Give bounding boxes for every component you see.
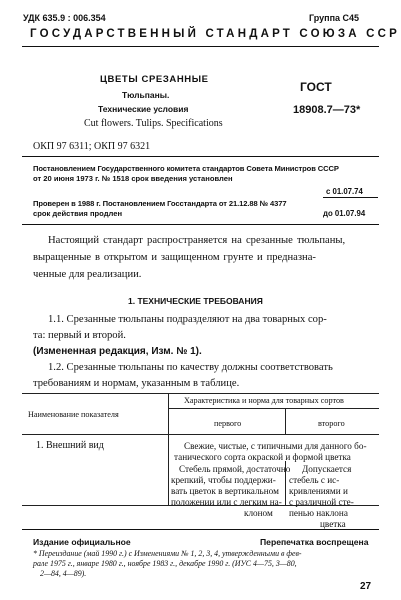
footnote-line-2: рале 1975 г., январе 1980 г., ноябре 1983 г., декабре 1990 г. (ИУС 4—75, 3—80,: [33, 559, 297, 568]
clause-1-1-line-2: та: первый и второй.: [33, 330, 126, 341]
clause-1-2-line-2: требованиям и нормам, указанным в таблице.: [33, 378, 240, 389]
row-appearance-merged-line-1: Свежие, чистые, с типичными для данного бо-: [184, 441, 367, 451]
gost-label: ГОСТ: [300, 80, 332, 94]
state-standard-heading: ГОСУДАРСТВЕННЫЙ СТАНДАРТ СОЮЗА ССР: [30, 28, 401, 40]
intro-line-3: ченные для реализации.: [33, 269, 142, 280]
row-stem-first-line-5: клоном: [244, 508, 273, 518]
page-number: 27: [360, 581, 372, 592]
decree-line-4: срок действия продлен: [33, 209, 123, 218]
row-stem-second-line-1: Допускается: [302, 464, 352, 474]
udk-code: УДК 635.9 : 006.354: [23, 13, 106, 23]
row-appearance-name: 1. Внешний вид: [36, 440, 104, 451]
table-header-second-grade: второго: [318, 419, 345, 428]
gost-number: 18908.7—73*: [293, 104, 361, 116]
row-stem-first-line-4: положении или с легким на-: [171, 497, 282, 507]
decree-line-2: от 20 июня 1973 г. № 1518 срок введения установлен: [33, 174, 233, 183]
row-stem-second-line-4: с различной сте-: [289, 497, 354, 507]
decree-line-3: Проверен в 1988 г. Постановлением Госстандарта от 21.12.88 № 4377: [33, 199, 287, 208]
intro-line-1: Настоящий стандарт распространяется на срезанные тюльпаны,: [48, 235, 346, 246]
row-stem-first-line-1: Стебель прямой, достаточно: [179, 464, 291, 474]
clause-1-2-line-1: 1.2. Срезанные тюльпаны по качеству должны соответствовать: [48, 362, 333, 373]
from-date-underline: [323, 197, 378, 198]
footer-divider: [22, 529, 379, 530]
group-code: Группа С45: [309, 13, 360, 23]
row-appearance-merged-line-2: танического сорта окраской и формой цветка: [174, 452, 351, 462]
row-stem-second-line-2: стебель с ис-: [289, 475, 340, 485]
table-header-indicator: Наименование показателя: [28, 410, 119, 419]
reprint-prohibited: Перепечатка воспрещена: [260, 537, 369, 547]
intro-line-2: выращенные в открытом и защищенном грунте и предназна-: [33, 252, 316, 263]
standard-title: ЦВЕТЫ СРЕЗАННЫЕ: [100, 74, 209, 85]
table-header-characteristic: Характеристика и норма для товарных сортов: [184, 396, 344, 405]
okp-codes: ОКП 97 6311; ОКП 97 6321: [33, 141, 151, 152]
decree-divider: [22, 224, 379, 225]
standard-subtitle-specs: Технические условия: [98, 104, 189, 114]
row-stem-second-line-3: кривлениями и: [289, 486, 348, 496]
valid-until-date: до 01.07.94: [323, 209, 366, 218]
clause-1-1-line-1: 1.1. Срезанные тюльпаны подразделяют на два товарных сор-: [48, 314, 327, 325]
row-stem-first-line-3: вать цветок в вертикальном: [171, 486, 279, 496]
row-stem-first-line-2: крепкий, чтобы поддержи-: [171, 475, 276, 485]
amendment-note: (Измененная редакция, Изм. № 1).: [33, 346, 202, 357]
footnote-line-3: 2—84, 4—89).: [40, 569, 87, 578]
official-edition: Издание официальное: [33, 537, 131, 547]
section-1-heading: 1. ТЕХНИЧЕСКИЕ ТРЕБОВАНИЯ: [128, 296, 263, 306]
row-stem-second-line-5: пенью наклона: [289, 508, 348, 518]
footnote-line-1: * Переиздание (май 1990 г.) с Изменениями № 1, 2, 3, 4, утвержденными в фев-: [33, 549, 302, 558]
decree-line-1: Постановлением Государственного комитета стандартов Совета Министров СССР: [33, 164, 339, 173]
header-divider: [22, 46, 379, 47]
english-title: Cut flowers. Tulips. Specifications: [84, 118, 223, 129]
okp-divider: [22, 156, 379, 157]
effective-from-date: с 01.07.74: [326, 187, 363, 196]
standard-subtitle-tulips: Тюльпаны.: [122, 90, 170, 100]
table-header-first-grade: первого: [214, 419, 242, 428]
row-stem-second-line-6: цветка: [320, 519, 346, 529]
